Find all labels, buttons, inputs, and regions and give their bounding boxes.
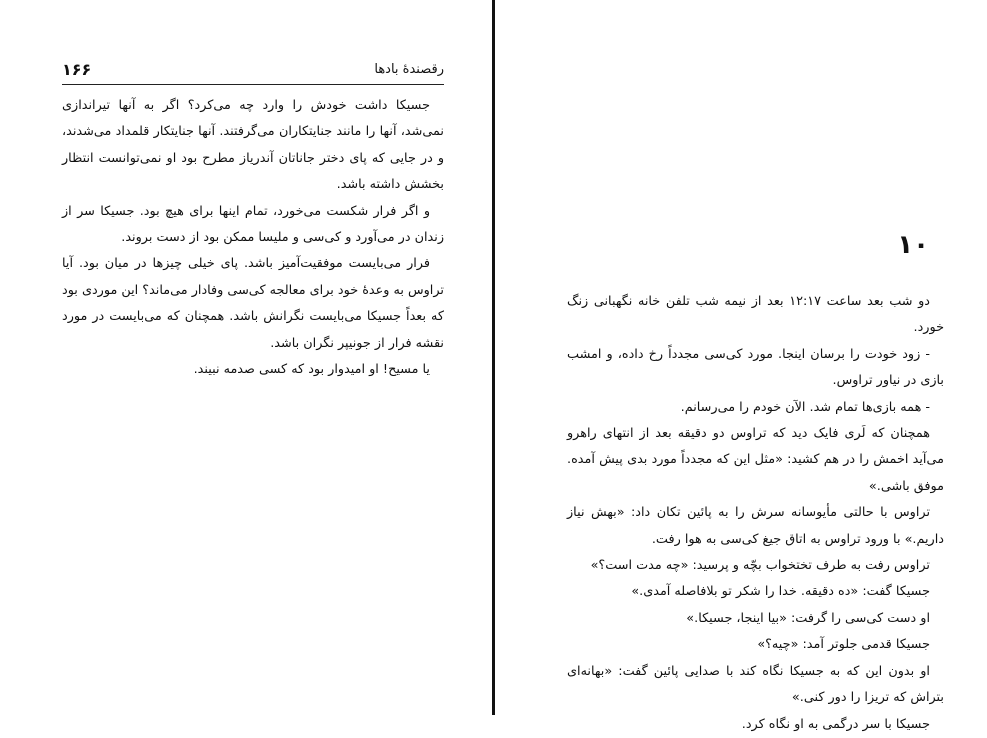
paragraph: همچنان که لَری فایک دید که تراوس دو دقیقه بعد از انتهای راهرو می‌آید اخمش را در هم کشید: «مثل این که مجدداً مورد بدی پیش آمده. موفق باشی.»	[567, 426, 944, 494]
left-page	[0, 0, 487, 715]
paragraph: او دست کی‌سی را گرفت: «بیا اینجا، جسیکا.»	[686, 610, 930, 626]
page-header	[62, 60, 444, 82]
right-page	[500, 0, 987, 732]
paragraph: یا مسیح! او امیدوار بود که کسی صدمه نبیند.	[193, 362, 430, 378]
paragraph: جسیکا قدمی جلوتر آمد: «چیه؟»	[757, 637, 930, 653]
paragraph: - زود خودت را برسان اینجا. مورد کی‌سی مجدداً رخ داده، و امشب بازی در نیاور تراوس.	[567, 346, 944, 389]
chapter-number: ۱۰	[897, 230, 929, 260]
paragraph: جسیکا داشت خودش را وارد چه می‌کرد؟ اگر به آنها تیراندازی نمی‌شد، آنها را مانند جنایتکاران می‌گرفتند. آنها جنایتکار قلمداد می‌شدند، و در جایی که پای دختر جاناتان آندریاز مطرح بود او نمی‌توانست انتظار بخشش داشته باشد.	[62, 98, 444, 193]
right-body-text	[567, 289, 944, 738]
header-rule	[62, 84, 444, 85]
left-body-text	[62, 93, 444, 383]
page-number: ۱۶۶	[62, 60, 92, 79]
paragraph: او بدون این که به جسیکا نگاه کند با صدایی پائین گفت: «بهانه‌ای بتراش که تریزا را دور کنی.»	[567, 663, 944, 706]
paragraph: دو شب بعد ساعت ۱۲:۱۷ بعد از نیمه شب تلفن خانه نگهبانی زنگ خورد.	[567, 294, 944, 336]
spine-divider	[492, 0, 495, 715]
paragraph: و اگر فرار شکست می‌خورد، تمام اینها برای هیچ بود. جسیکا سر از زندان در می‌آورد و کی‌سی و ملیسا ممکن بود از دست بروند.	[62, 203, 444, 246]
paragraph: جسیکا با سر درگمی به او نگاه کرد.	[741, 716, 930, 732]
paragraph: جسیکا گفت: «ده دقیقه. خدا را شکر تو بلافاصله آمدی.»	[631, 584, 930, 600]
paragraph: تراوس رفت به طرف تختخواب بچّه و پرسید: «چه مدت است؟»	[590, 558, 930, 574]
paragraph: - همه بازی‌ها تمام شد. الآن خودم را می‌رسانم.	[680, 399, 930, 415]
running-title: رقصنده‌ٔ بادها	[374, 62, 444, 77]
paragraph: تراوس با حالتی مأیوسانه سرش را به پائین تکان داد: «بهش نیاز داریم.» با ورود تراوس به اتاق جیغ کی‌سی به هوا رفت.	[567, 505, 944, 547]
paragraph: فرار می‌بایست موفقیت‌آمیز باشد. پای خیلی چیزها در میان بود. آیا تراوس به وعدهٔ خود برای معالجه کی‌سی وفادار می‌ماند؟ این موردی بود که بعداً جسیکا می‌بایست نگرانش باشد. همچنان که می‌بایست در مورد نقشه فرار از جونیپر نگران باشد.	[62, 256, 444, 351]
